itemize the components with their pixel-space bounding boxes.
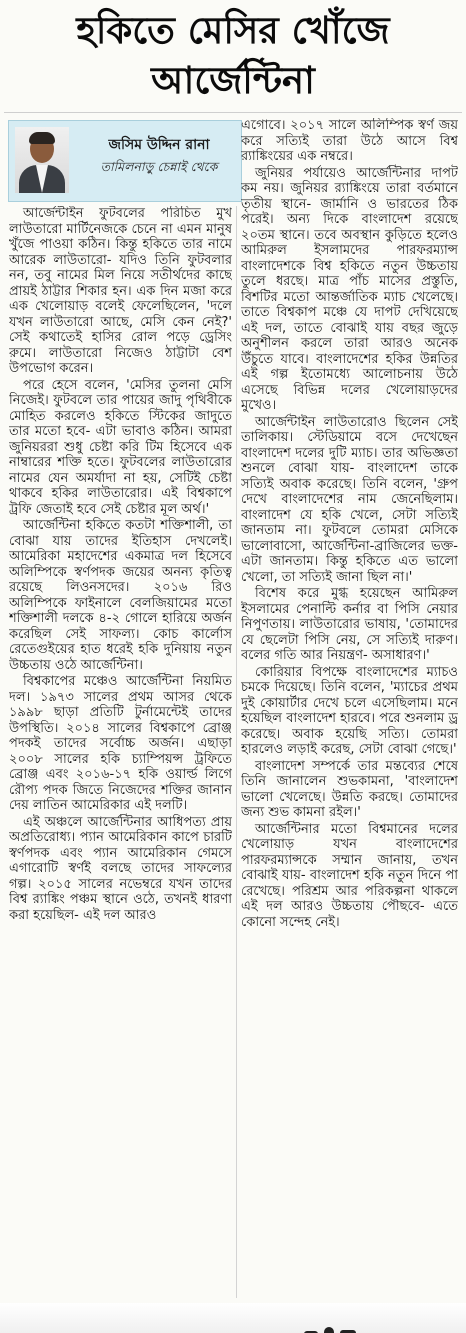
byline-box [8, 120, 242, 202]
column-divider [236, 206, 237, 1298]
headline-line-1: হকিতে মেসির খোঁজে [76, 9, 390, 52]
article-column-1 [9, 206, 232, 1296]
author-photo [15, 127, 69, 193]
paragraph: আর্জেন্টাইন ফুটবলের পরিচিত মুখ লাউতারো মার্টিনেজকে চেনে না এমন মানুষ খুঁজে পাওয়া কঠিন। কিন্তু হকিতে তার নামে আরেক লাউতারো- যদিও তিনি ফুটবলার নন, তবু নামের মিল নিয়ে সতীর্থদের কাছে প্রায়ই ঠাট্টার শিকার হন। এক দিন মজা করে এক খেলোয়াড় বলেই ফেলেছিলেন, 'দলে যখন লাউতারো আছে, মেসি কেন নেই?' সেই কথাতেই হাসির রোল পড়ে ড্রেসিং রুমে। লাউতারো নিজেও ঠাট্টাটা বেশ উপভোগ করেন। [9, 206, 232, 376]
paragraph: বাংলাদেশ সম্পর্কে তার মন্তব্যের শেষে তিনি জানালেন শুভকামনা, 'বাংলাদেশ ভালো খেলেছে। উন্নতি করছে। তোমাদের জন্য শুভ কামনা রইল।' [241, 758, 458, 820]
author-name: জসিম উদ্দিন রানা [108, 137, 210, 153]
paragraph: আর্জেন্টাইন লাউতারোও ছিলেন সেই তালিকায়। স্টেডিয়ামে বসে দেখেছেন বাংলাদেশ দলের দুটি ম্যাচ। তার অভিজ্ঞতা শুনলে বোঝা যায়- বাংলাদেশ তাকে সত্যিই অবাক করেছে। তিনি বলেন, 'গ্রুপ দেখে বাংলাদেশের নাম জেনেছিলাম। বাংলাদেশ যে হকি খেলে, সেটা সত্যিই জানতাম না। ফুটবলে তোমরা মেসিকে ভালোবাসো, আর্জেন্টিনা-ব্রাজিলের ভক্ত- এটা জানতাম। কিন্তু হকিতে এত ভালো খেলো, তা সত্যিই জানা ছিল না।' [241, 414, 458, 585]
paragraph: বিশেষ করে মুগ্ধ হয়েছেন আমিরুল ইসলামের পেনাল্টি কর্নার বা পিসি নেয়ার নিপুণতায়। লাউতারোর ভাষায়, 'তোমাদের যে ছেলেটা পিসি নেয়, সে সত্যিই দারুণ। বলের গতি আর নিয়ন্ত্রণ- অসাধারণ।' [241, 586, 458, 663]
paragraph: আর্জেন্টিনার মতো বিশ্বমানের দলের খেলোয়াড় যখন বাংলাদেশের পারফরম্যান্সকে সম্মান জানায়, তখন বোঝাই যায়- বাংলাদেশ হকি নতুন দিনে পা রেখেছে। পরিশ্রম আর পরিকল্পনা থাকলে এই দল আরও উচ্চতায় পৌছবে- এতে কোনো সন্দেহ নেই। [241, 821, 458, 930]
headline-rule [4, 112, 462, 113]
headline [0, 0, 466, 112]
paragraph: এই অঞ্চলে আর্জেন্টিনার আধিপত্য প্রায় অপ্রতিরোধ্য। প্যান আমেরিকান কাপে চারটি স্বর্ণপদক এবং প্যান আমেরিকান গেমসে এগারোটি স্বর্ণই বলছে তাদের সাফল্যের গল্প। ২০১৫ সালের নভেম্বরে যখন তাদের বিশ্ব র‍্যাঙ্কিং পঞ্চম স্থানে ওঠে, তখনই ধারণা করা হয়েছিল- এই দল আরও [9, 814, 232, 923]
paragraph: এগোবে। ২০১৭ সালে অলিম্পিক স্বর্ণ জয় করে সত্যিই তারা উঠে আসে বিশ্ব র‍্যাঙ্কিংয়ের এক নম্বরে। [241, 118, 458, 164]
paragraph: কোরিয়ার বিপক্ষে বাংলাদেশের ম্যাচও চমকে দিয়েছে। তিনি বলেন, 'ম্যাচের প্রথম দুই কোয়ার্টার দেখে চলে এসেছিলাম। মনে হয়েছিল বাংলাদেশ হারবে। পরে শুনলাম ড্র করেছে। অবাক হয়েছি সত্যি। তোমরা হারলেও লড়াই করেছ, সেটা বোঝা গেছে।' [241, 664, 458, 757]
author-location: তামিলনাড়ু চেন্নাই থেকে [100, 159, 218, 174]
headline-line-2: আর্জেন্টিনা [151, 59, 315, 102]
paragraph: জুনিয়র পর্যায়েও আর্জেন্টিনার দাপট কম নয়। জুনিয়র র‍্যাঙ্কিংয়ে তারা বর্তমানে তৃতীয় স্থানে- জার্মানি ও ভারতের ঠিক পরেই। অন্য দিকে বাংলাদেশ রয়েছে ২০তম স্থানে। তবে অবস্থান কুড়িতে হলেও আমিরুল ইসলামদের পারফরম্যান্স বাংলাদেশকে বিশ্ব হকিতে নতুন উচ্চতায় তুলে ধরছে। মাত্র পাঁচ মাসের প্রস্তুতি, বিশটির মতো আন্তর্জাতিক ম্যাচ খেলেছে। তাতে বিশ্বকাপ মঞ্চে যে দাপট দেখিয়েছে এই দল, তাতে বোঝাই যায় বছর জুড়ে অনুশীলন করলে তারা আরও অনেক উঁচুতে যাবে। বাংলাদেশের হকির উন্নতির এই গল্প ইতোমধ্যে আলোচনায় উঠে এসেছে বিভিন্ন দলের খেলোয়াড়দের মুখেও। [241, 165, 458, 413]
paragraph: পরে হেসে বলেন, 'মেসির তুলনা মেসি নিজেই। ফুটবলে তার পায়ের জাদু পৃথিবীকে মোহিত করলেও হকিতে স্টিকের জাদুতে তার মতো হবে- এটা ভাবাও কঠিন। আমরা জুনিয়ররা শুধু চেষ্টা করি টিম হিসেবে এক নাম্বারের শক্তি হতে। ফুটবলের লাউতারোর নামের যেন অমর্যাদা না হয়, সেটিই চেষ্টা থাকবে হকির লাউতারোর। এই বিশ্বকাপে ট্রফি জেতাই হবে সেই চেষ্টার মূল অর্থ।' [9, 377, 232, 517]
paragraph: বিশ্বকাপের মঞ্চেও আর্জেন্টিনা নিয়মিত দল। ১৯৭৩ সালের প্রথম আসর থেকে ১৯৯৮ ছাড়া প্রতিটি টুর্নামেন্টেই তাদের উপস্থিতি। ২০১৪ সালের বিশ্বকাপে ব্রোঞ্জ পদকই তাদের সর্বোচ্চ অর্জন। এছাড়া ২০০৮ সালের হকি চ্যাম্পিয়ন্স ট্রফিতে ব্রোঞ্জ এবং ২০১৬-১৭ হকি ওয়ার্ল্ড লিগে রৌপ্য পদক জিতে নিজেদের শক্তির জানান দেয় লাতিন আমেরিকার এই দলটি। [9, 674, 232, 813]
paragraph: আর্জেন্টিনা হকিতে কতটা শক্তিশালী, তা বোঝা যায় তাদের ইতিহাস দেখলেই। আমেরিকা মহাদেশের একমাত্র দল হিসেবে অলিম্পিকে স্বর্ণপদক জয়ের অনন্য কৃতিত্ব রয়েছে লিওনসদের। ২০১৬ রিও অলিম্পিকে ফাইনালে বেলজিয়ামের মতো শক্তিশালী দলকে ৪-২ গোলে হারিয়ে অর্জন করেছিল সেই সাফল্য। কোচ কার্লোস রেতেগুইয়ের হাত ধরেই হকি দুনিয়ায় নতুন উচ্চতায় ওঠে আর্জেন্টিনা। [9, 518, 232, 673]
article-column-2 [241, 118, 458, 1298]
cut-off-next-headline [0, 1303, 466, 1333]
